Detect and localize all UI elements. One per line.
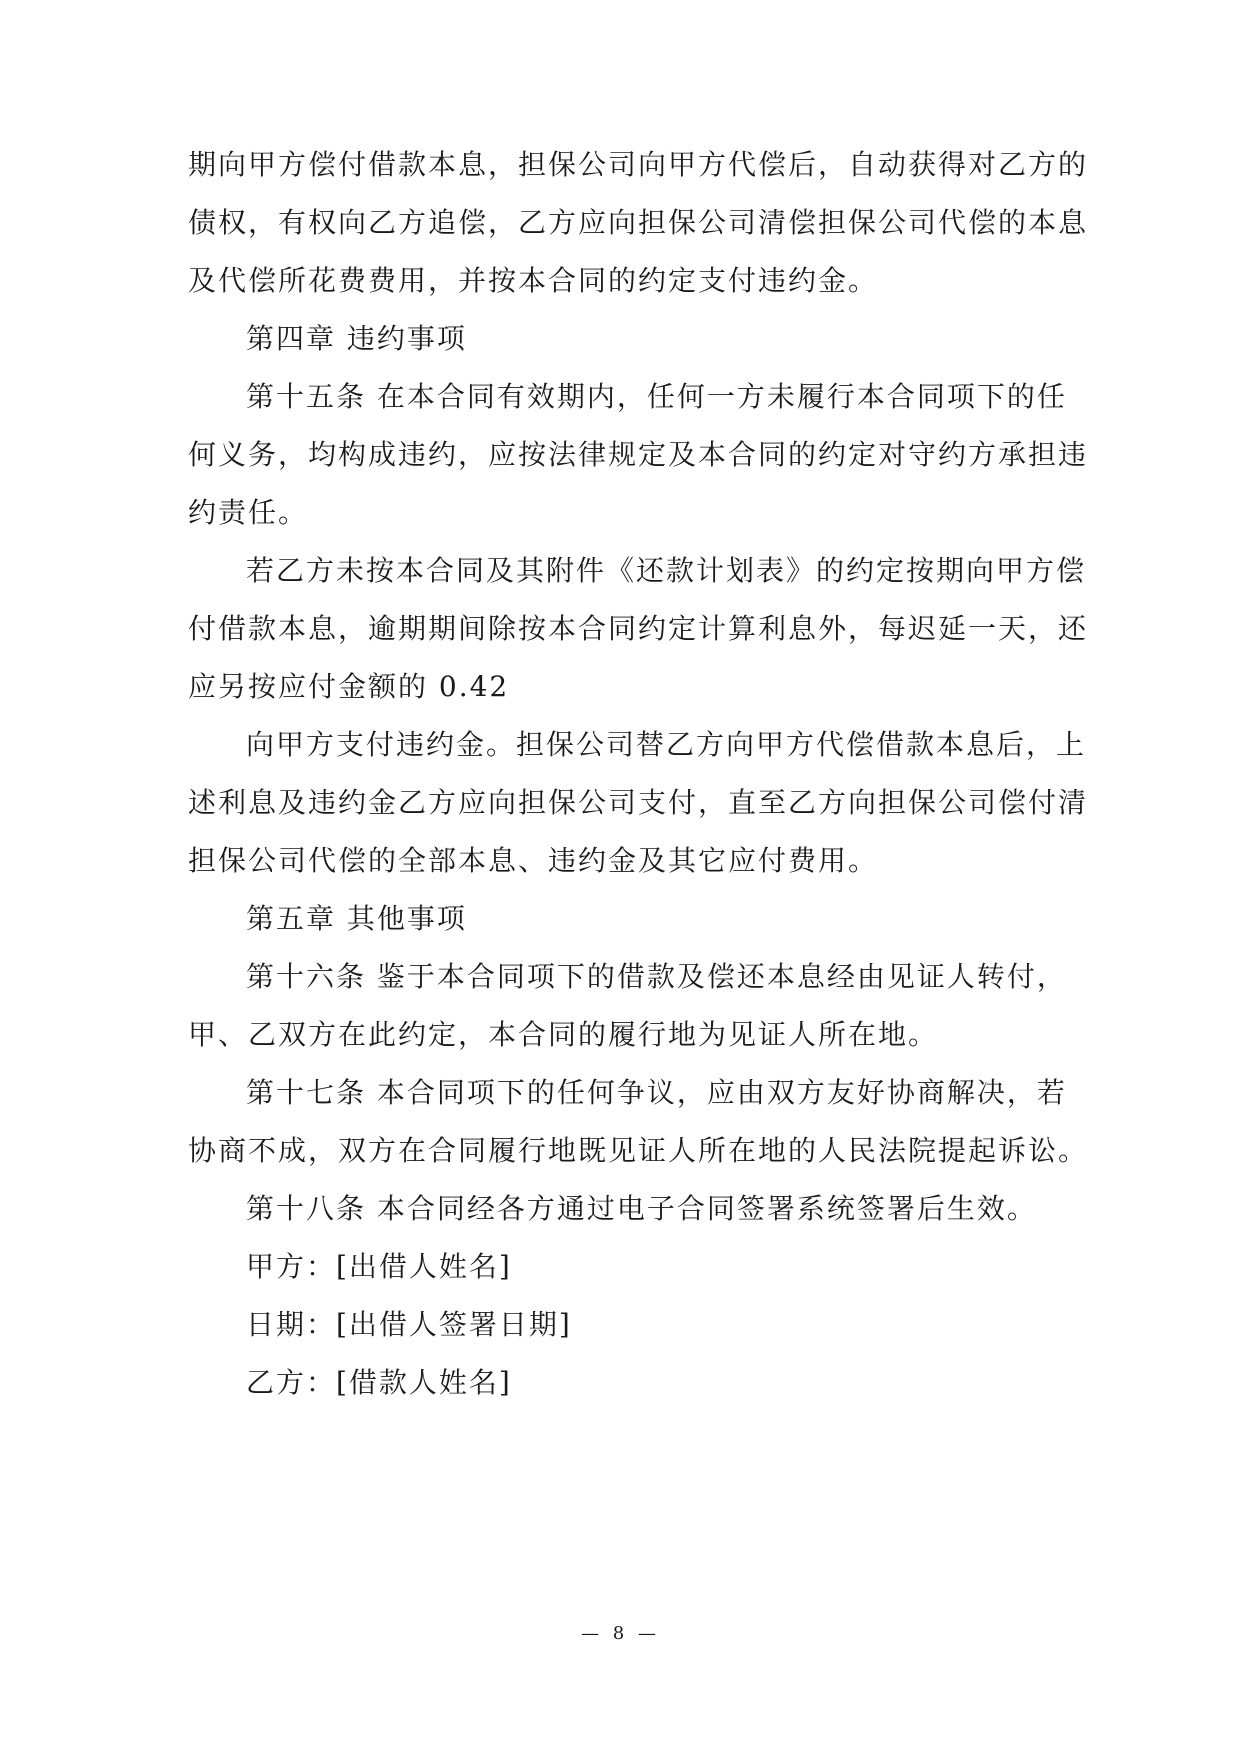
party-a-sign-date: 日期：[出借人签署日期] xyxy=(246,1308,572,1341)
chapter-heading-4: 第四章 违约事项 xyxy=(246,322,467,355)
text-line: 及代偿所花费费用，并按本合同的约定支付违约金。 xyxy=(188,264,879,297)
text-line: 协商不成，双方在合同履行地既见证人所在地的人民法院提起诉讼。 xyxy=(188,1134,1089,1167)
text-line: 付借款本息，逾期期间除按本合同约定计算利息外，每迟延一天，还 xyxy=(188,612,1089,645)
text-line: 应另按应付金额的 0.42 xyxy=(188,670,510,703)
text-line: 何义务，均构成违约，应按法律规定及本合同的约定对守约方承担违 xyxy=(188,438,1089,471)
text-line: 述利息及违约金乙方应向担保公司支付，直至乙方向担保公司偿付清 xyxy=(188,786,1089,819)
party-a-name: 甲方：[出借人姓名] xyxy=(246,1250,512,1283)
text-line: 债权，有权向乙方追偿，乙方应向担保公司清偿担保公司代偿的本息 xyxy=(188,206,1089,239)
text-line: 担保公司代偿的全部本息、违约金及其它应付费用。 xyxy=(188,844,879,877)
article-15: 第十五条 在本合同有效期内，任何一方未履行本合同项下的任 xyxy=(246,380,1067,413)
text-line: 向甲方支付违约金。担保公司替乙方向甲方代偿借款本息后，上 xyxy=(246,728,1087,761)
chapter-heading-5: 第五章 其他事项 xyxy=(246,902,467,935)
text-line: 约责任。 xyxy=(188,496,309,529)
party-b-name: 乙方：[借款人姓名] xyxy=(246,1366,512,1399)
text-line: 甲、乙双方在此约定，本合同的履行地为见证人所在地。 xyxy=(188,1018,939,1051)
article-18: 第十八条 本合同经各方通过电子合同签署系统签署后生效。 xyxy=(246,1192,1037,1225)
text-line: 若乙方未按本合同及其附件《还款计划表》的约定按期向甲方偿 xyxy=(246,554,1087,587)
page-number: — 8 — xyxy=(581,1623,660,1644)
text-line: 期向甲方偿付借款本息，担保公司向甲方代偿后，自动获得对乙方的 xyxy=(188,148,1089,181)
article-16: 第十六条 鉴于本合同项下的借款及偿还本息经由见证人转付， xyxy=(246,960,1067,993)
article-17: 第十七条 本合同项下的任何争议，应由双方友好协商解决，若 xyxy=(246,1076,1067,1109)
